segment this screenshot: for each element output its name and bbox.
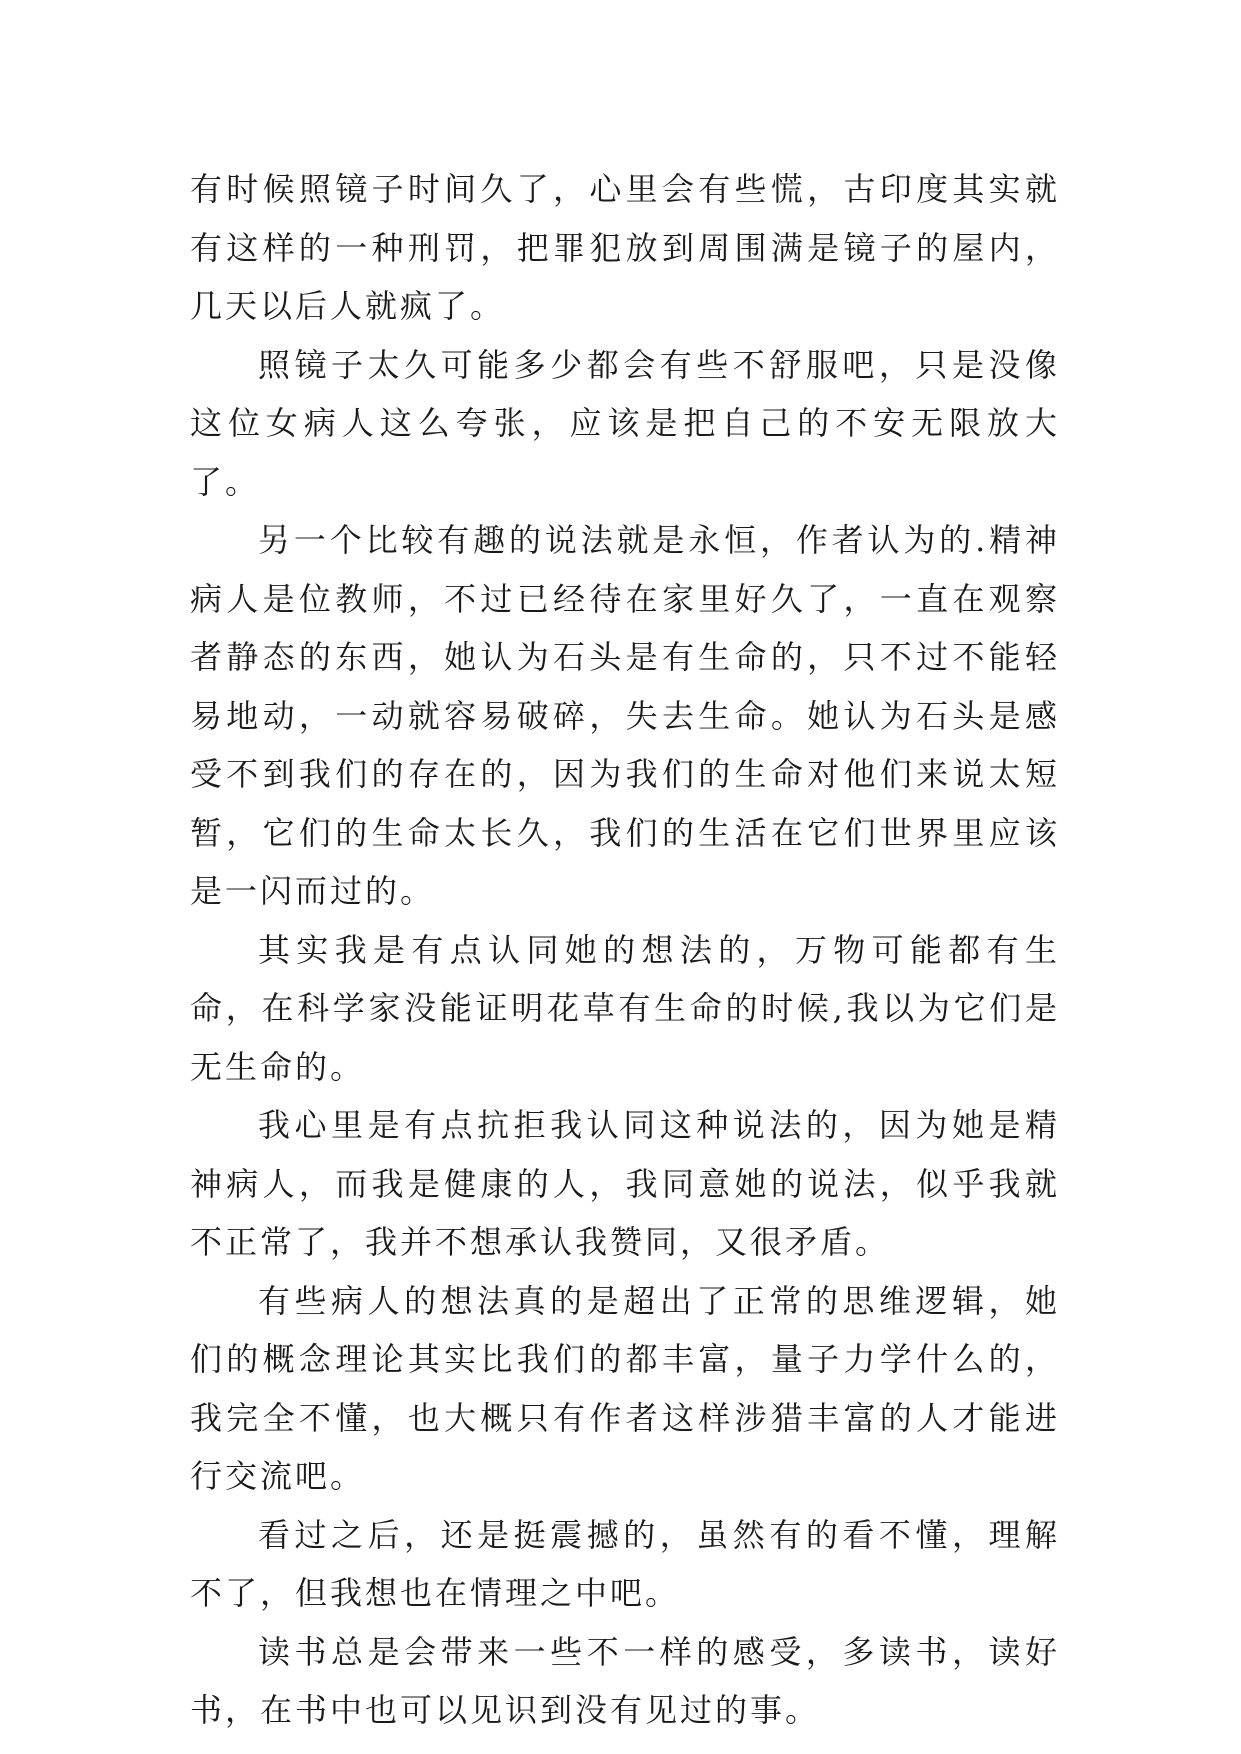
paragraph-5: 我心里是有点抗拒我认同这种说法的，因为她是精神病人，而我是健康的人，我同意她的说法，似乎我就不正常了，我并不想承认我赞同，又很矛盾。 — [190, 1106, 1060, 1261]
paragraph-2: 照镜子太久可能多少都会有些不舒服吧，只是没像这位女病人这么夸张，应该是把自己的不安无限放大了。 — [190, 345, 1060, 501]
paragraph-3: 另一个比较有趣的说法就是永恒，作者认为的.精神病人是位教师，不过已经待在家里好久了，一直在观察者静态的东西，她认为石头是有生命的，只不过不能轻易地动，一动就容易破碎，失去生命。她认为石头是感受不到我们的存在的，因为我们的生命对他们来说太短暂，它们的生命太长久，我们的生活在它们世界里应该是一闪而过的。 — [190, 521, 1060, 910]
document-body — [190, 160, 1060, 1740]
paragraph-6: 有些病人的想法真的是超出了正常的思维逻辑，她们的概念理论其实比我们的都丰富，量子力学什么的，我完全不懂，也大概只有作者这样涉猎丰富的人才能进行交流吧。 — [190, 1281, 1060, 1495]
paragraph-8: 读书总是会带来一些不一样的感受，多读书，读好书，在书中也可以见识到没有见过的事。 — [190, 1632, 1060, 1729]
paragraph-7: 看过之后，还是挺震撼的，虽然有的看不懂，理解不了，但我想也在情理之中吧。 — [190, 1515, 1060, 1612]
paragraph-1: 有时候照镜子时间久了，心里会有些慌，古印度其实就有这样的一种刑罚，把罪犯放到周围满是镜子的屋内，几天以后人就疯了。 — [190, 170, 1060, 325]
paragraph-4: 其实我是有点认同她的想法的，万物可能都有生命，在科学家没能证明花草有生命的时候,我以为它们是无生命的。 — [190, 930, 1060, 1086]
